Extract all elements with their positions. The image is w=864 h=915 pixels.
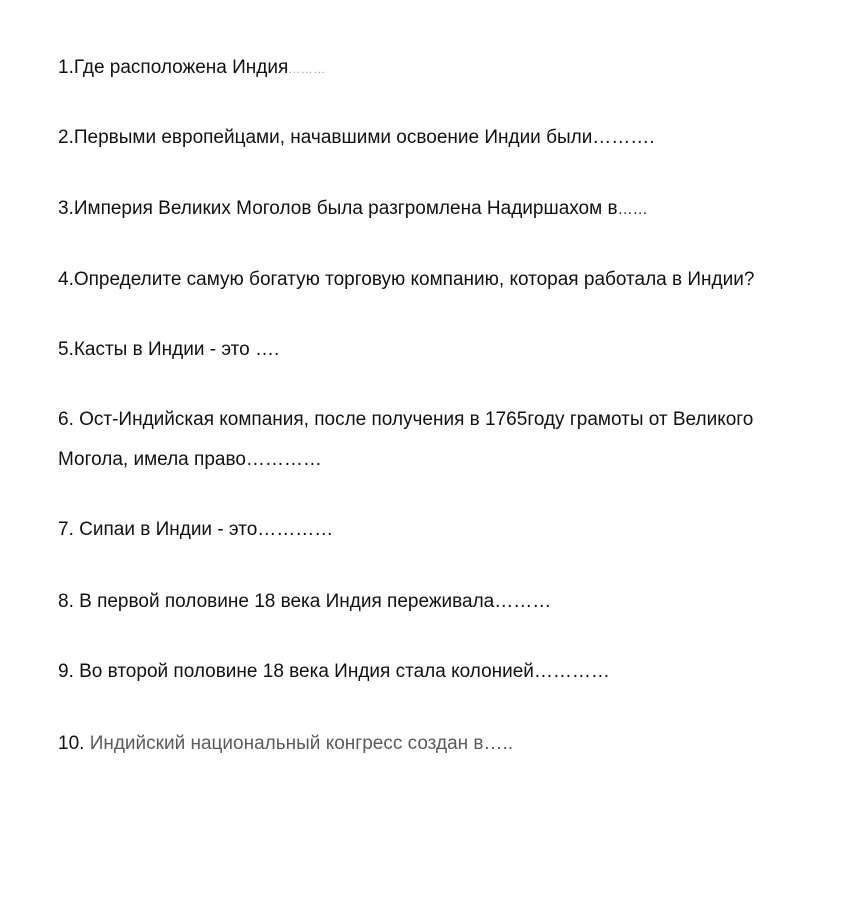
question-7-text: 7. Сипаи в Индии - это…………	[58, 519, 334, 540]
question-4-text: 4.Определите самую богатую торговую компанию, которая работала в Индии?	[58, 269, 755, 290]
question-9	[58, 652, 610, 692]
question-8	[58, 582, 551, 622]
question-1	[58, 48, 326, 89]
question-4	[58, 260, 754, 300]
question-1-text: 1.Где расположена Индия	[58, 57, 289, 78]
question-3-text: 3.Империя Великих Моголов была разгромлена Надиршахом в	[58, 198, 618, 219]
question-3	[58, 189, 648, 230]
question-3-dots: ……	[617, 201, 648, 218]
question-5-text: 5.Касты в Индии - это ….	[58, 339, 280, 360]
question-2	[58, 118, 655, 158]
question-7	[58, 510, 333, 550]
question-6	[58, 400, 818, 480]
question-8-text: 8. В первой половине 18 века Индия переживала………	[58, 591, 552, 612]
question-10-text: Индийский национальный конгресс создан в…..	[84, 733, 514, 754]
question-2-text: 2.Первыми европейцами, начавшими освоение Индии были……….	[58, 127, 655, 148]
question-10	[58, 724, 513, 764]
question-9-text: 9. Во второй половине 18 века Индия стала колонией…………	[58, 661, 610, 682]
question-1-dots: ………	[288, 62, 326, 76]
question-6-text: 6. Ост-Индийская компания, после получения в 1765году грамоты от Великого Могола, имела право…………	[58, 409, 754, 470]
question-5	[58, 330, 279, 370]
question-10-number: 10.	[58, 733, 85, 754]
